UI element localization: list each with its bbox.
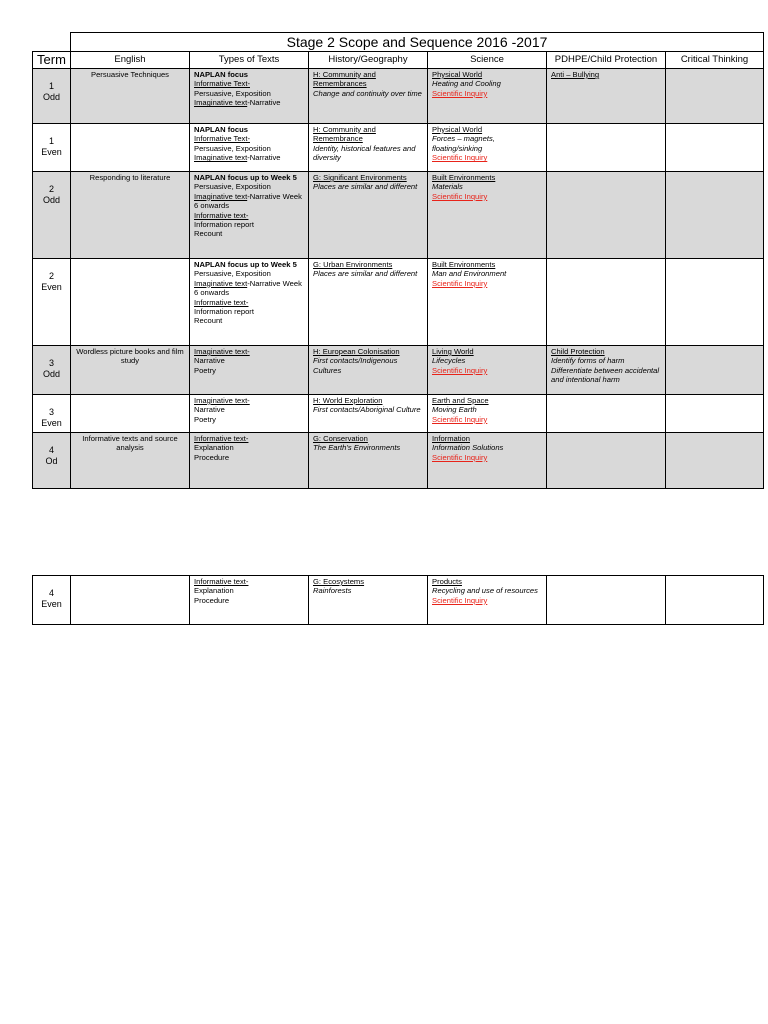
table-row <box>33 259 764 346</box>
text-type-line <box>194 192 305 211</box>
science-cell <box>428 259 547 346</box>
text-type-item: Poetry <box>194 414 216 424</box>
term-rows <box>33 69 764 489</box>
science-topic: Recycling and use of resources <box>432 586 538 596</box>
table-row <box>33 69 764 124</box>
text-type-item: Persuasive, Exposition <box>194 182 271 192</box>
critical-thinking-cell <box>666 346 764 395</box>
unit-focus: Places are similar and different <box>313 269 418 279</box>
scientific-inquiry: Scientific Inquiry <box>432 88 488 98</box>
critical-thinking-cell <box>666 395 764 433</box>
english-focus: Wordless picture books and film study <box>76 347 184 366</box>
text-type-item: Explanation <box>194 586 234 596</box>
scientific-inquiry: Scientific Inquiry <box>432 365 488 375</box>
science-topic: Heating and Cooling <box>432 79 501 89</box>
text-type-heading: Imaginative text <box>194 191 248 201</box>
header-english: English <box>71 52 190 69</box>
term-number: 3 <box>48 358 54 368</box>
science-strand: Earth and Space <box>432 396 489 405</box>
english-focus: Persuasive Techniques <box>91 70 169 79</box>
text-type-item: Poetry <box>194 365 216 375</box>
unit-focus: Identity, historical features and diversity <box>313 143 416 163</box>
pdhpe-cell <box>547 433 666 489</box>
science-cell <box>428 576 547 625</box>
unit-title: H: Community and Remembrance <box>313 125 376 144</box>
critical-thinking-cell <box>666 576 764 625</box>
history-geography-cell <box>309 346 428 395</box>
text-type-item: Information report <box>194 220 254 230</box>
pdhpe-topic: Anti – Bullying <box>551 70 600 79</box>
text-type-item: Persuasive, Exposition <box>194 143 271 153</box>
history-geography-cell <box>309 576 428 625</box>
english-cell <box>71 259 190 346</box>
term-number: 1 <box>48 136 54 146</box>
types-of-texts-cell <box>190 395 309 433</box>
unit-title: G: Conservation <box>313 434 368 443</box>
text-type-item: NAPLAN focus up to Week 5 <box>194 173 297 182</box>
term-cell <box>33 346 71 395</box>
pdhpe-topic: Child Protection <box>551 347 605 356</box>
text-type-line <box>194 153 305 162</box>
text-type-item: -Narrative Week 6 onwards <box>194 191 302 211</box>
types-of-texts-cell <box>190 172 309 259</box>
term-parity: Even <box>41 599 62 609</box>
term-cell <box>33 69 71 124</box>
text-type-item: Narrative <box>194 356 225 366</box>
english-focus: Informative texts and source analysis <box>82 434 178 453</box>
science-topic: Lifecycles <box>432 356 466 366</box>
english-cell <box>71 124 190 172</box>
text-type-item: Information report <box>194 307 254 317</box>
term-cell <box>33 259 71 346</box>
term-number: 2 <box>48 271 54 281</box>
unit-focus: First contacts/Indigenous Cultures <box>313 356 398 375</box>
header-pdhpe: PDHPE/Child Protection <box>547 52 666 69</box>
history-geography-cell <box>309 172 428 259</box>
english-cell <box>71 395 190 433</box>
term-parity: Even <box>41 282 62 292</box>
text-type-item: NAPLAN focus up to Week 5 <box>194 260 297 269</box>
pdhpe-focus: Identify forms of harm <box>551 356 625 366</box>
table-row <box>33 124 764 172</box>
text-type-heading: Imaginative text <box>194 153 248 163</box>
pdhpe-cell <box>547 124 666 172</box>
unit-title: G: Significant Environments <box>313 173 407 182</box>
science-strand: Living World <box>432 347 474 356</box>
table-title: Stage 2 Scope and Sequence 2016 -2017 <box>71 33 764 52</box>
term-number: 4 <box>48 445 54 455</box>
critical-thinking-cell <box>666 124 764 172</box>
text-type-heading: Imaginative text <box>194 278 248 288</box>
unit-focus: The Earth’s Environments <box>313 443 401 453</box>
unit-title: G: Ecosystems <box>313 577 365 586</box>
header-types-of-texts: Types of Texts <box>190 52 309 69</box>
science-strand: Built Environments <box>432 260 496 269</box>
science-topic: Materials <box>432 182 463 192</box>
pdhpe-cell <box>547 395 666 433</box>
text-type-item: Narrative <box>194 405 225 415</box>
text-type-item: Procedure <box>194 452 230 462</box>
text-type-item: Informative text- <box>194 210 249 220</box>
pdhpe-cell <box>547 576 666 625</box>
history-geography-cell <box>309 395 428 433</box>
science-strand: Built Environments <box>432 173 496 182</box>
english-focus: Responding to literature <box>89 173 171 182</box>
term-number: 4 <box>48 588 54 598</box>
science-strand: Products <box>432 577 462 586</box>
unit-title: G: Urban Environments <box>313 260 393 269</box>
english-cell <box>71 69 190 124</box>
corner-cell <box>33 33 71 52</box>
science-cell <box>428 172 547 259</box>
text-type-item: NAPLAN focus <box>194 70 249 79</box>
pdhpe-cell <box>547 172 666 259</box>
table-row <box>33 395 764 433</box>
term-parity: Od <box>45 456 58 466</box>
types-of-texts-cell <box>190 259 309 346</box>
term-parity: Even <box>41 418 62 428</box>
text-type-item: NAPLAN focus <box>194 125 249 134</box>
term-rows-continued <box>33 576 764 625</box>
science-cell <box>428 395 547 433</box>
history-geography-cell <box>309 124 428 172</box>
types-of-texts-cell <box>190 576 309 625</box>
text-type-item: Persuasive, Exposition <box>194 88 271 98</box>
unit-focus: Places are similar and different <box>313 182 418 192</box>
table-row <box>33 346 764 395</box>
text-type-heading: Imaginative text <box>194 98 248 108</box>
term-parity: Odd <box>42 92 60 102</box>
header-science: Science <box>428 52 547 69</box>
scientific-inquiry: Scientific Inquiry <box>432 278 488 288</box>
pdhpe-cell <box>547 346 666 395</box>
text-type-item: Informative text- <box>194 434 249 443</box>
term-parity: Odd <box>42 195 60 205</box>
science-strand: Physical World <box>432 70 483 79</box>
unit-title: H: European Colonisation <box>313 347 400 356</box>
science-topic: Information Solutions <box>432 443 504 453</box>
critical-thinking-cell <box>666 259 764 346</box>
text-type-item: -Narrative <box>247 98 281 108</box>
term-parity: Even <box>41 147 62 157</box>
english-cell <box>71 346 190 395</box>
types-of-texts-cell <box>190 346 309 395</box>
scientific-inquiry: Scientific Inquiry <box>432 414 488 424</box>
science-topic: Forces – magnets, floating/sinking <box>432 134 495 153</box>
text-type-item: -Narrative Week 6 onwards <box>194 278 302 298</box>
term-parity: Odd <box>42 369 60 379</box>
text-type-item: -Narrative <box>247 153 281 163</box>
scientific-inquiry: Scientific Inquiry <box>432 452 488 462</box>
text-type-item: Informative Text- <box>194 79 250 89</box>
text-type-item: Persuasive, Exposition <box>194 269 271 279</box>
critical-thinking-cell <box>666 433 764 489</box>
scientific-inquiry: Scientific Inquiry <box>432 191 488 201</box>
science-cell <box>428 433 547 489</box>
types-of-texts-cell <box>190 433 309 489</box>
text-type-line <box>194 98 305 107</box>
critical-thinking-cell <box>666 172 764 259</box>
text-type-item: Imaginative text- <box>194 347 250 356</box>
english-cell <box>71 433 190 489</box>
science-topic: Moving Earth <box>432 405 477 415</box>
header-history-geography: History/Geography <box>309 52 428 69</box>
term-number: 2 <box>48 184 54 194</box>
types-of-texts-cell <box>190 69 309 124</box>
science-cell <box>428 346 547 395</box>
science-cell <box>428 69 547 124</box>
unit-focus: First contacts/Aboriginal Culture <box>313 405 421 415</box>
scientific-inquiry: Scientific Inquiry <box>432 153 488 163</box>
term-number: 1 <box>48 81 54 91</box>
critical-thinking-cell <box>666 69 764 124</box>
scope-sequence-table-continued <box>32 575 764 625</box>
unit-title: H: World Exploration <box>313 396 383 405</box>
header-critical-thinking: Critical Thinking <box>666 52 764 69</box>
scientific-inquiry: Scientific Inquiry <box>432 595 488 605</box>
text-type-item: Procedure <box>194 595 230 605</box>
text-type-item: Informative Text- <box>194 134 250 144</box>
text-type-item: Informative text- <box>194 577 249 586</box>
science-strand: Information <box>432 434 470 443</box>
text-type-item: Recount <box>194 316 223 326</box>
term-cell <box>33 124 71 172</box>
history-geography-cell <box>309 259 428 346</box>
unit-title: H: Community and Remembrances <box>313 70 376 89</box>
english-cell <box>71 576 190 625</box>
history-geography-cell <box>309 433 428 489</box>
pdhpe-cell <box>547 69 666 124</box>
text-type-line <box>194 279 305 298</box>
term-cell <box>33 395 71 433</box>
unit-focus: Rainforests <box>313 586 352 596</box>
table-row <box>33 433 764 489</box>
unit-focus: Change and continuity over time <box>313 88 422 98</box>
science-strand: Physical World <box>432 125 483 134</box>
text-type-item: Recount <box>194 229 223 239</box>
table-row <box>33 576 764 625</box>
text-type-item: Explanation <box>194 443 234 453</box>
term-cell <box>33 433 71 489</box>
pdhpe-cell <box>547 259 666 346</box>
types-of-texts-cell <box>190 124 309 172</box>
history-geography-cell <box>309 69 428 124</box>
science-topic: Man and Environment <box>432 269 507 279</box>
text-type-item: Imaginative text- <box>194 396 250 405</box>
term-cell <box>33 576 71 625</box>
term-number: 3 <box>48 407 54 417</box>
term-cell <box>33 172 71 259</box>
pdhpe-focus: Differentiate between accidental and intentional harm <box>551 365 660 385</box>
scope-sequence-table <box>32 32 764 489</box>
science-cell <box>428 124 547 172</box>
table-row <box>33 172 764 259</box>
english-cell <box>71 172 190 259</box>
text-type-item: Informative text- <box>194 297 249 307</box>
header-term: Term <box>33 52 71 69</box>
